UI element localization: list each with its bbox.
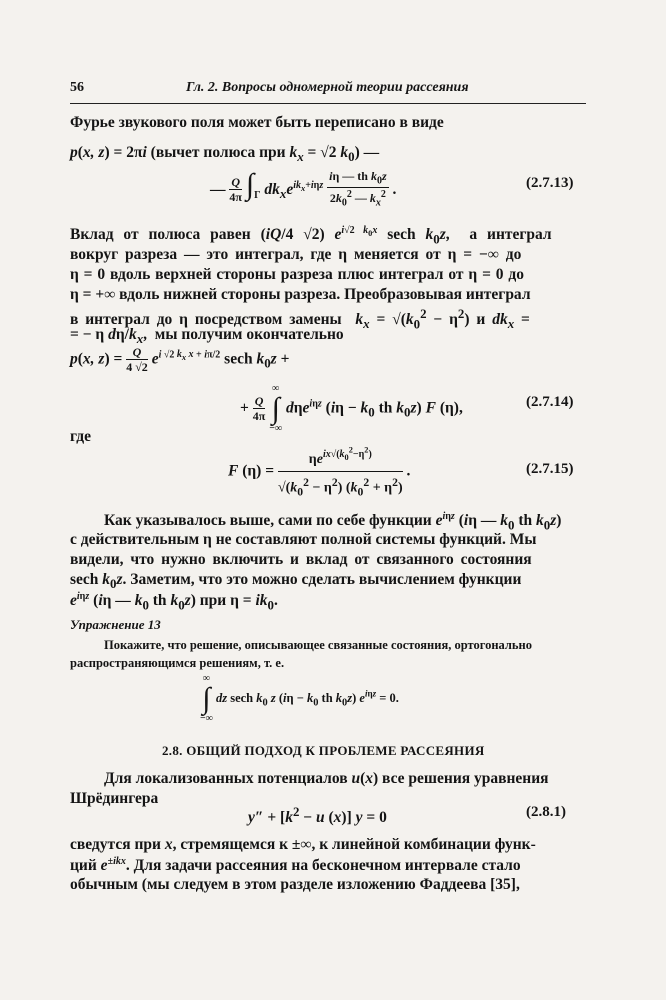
equation-line: F (η) = $\frac{\eta e^{ix√(k_0^2-\eta^2)}}{√(k_0^2 - \eta^2) (k_0^2 + \eta^2)}$ . <box>228 440 410 503</box>
equation-number: (2.8.1) <box>526 804 566 820</box>
paragraph-line: ций $e^{\pm ikx}$. Для задачи рассеяния на бесконечном интервале стало <box>70 856 521 875</box>
equation-line: — $\frac{Q}{4\pi}$ $\int_\Gamma$ $dk_xe^{ik_x+i\eta z}$ $\frac{i\eta — th k_0z}{2k_0^2 — k_x^2}$ . <box>210 168 397 209</box>
paragraph-line: $e^{i\eta z}$ (iη — $k_0$ th $k_0z$) при $\eta = ik_0$. <box>70 591 278 613</box>
paragraph-line: вокруг разреза — это интеграл, где η меняется от η = −∞ до <box>70 246 522 263</box>
where-label: где <box>70 428 91 445</box>
running-header <box>70 80 84 96</box>
paragraph-line: η = 0 вдоль верхней стороны разреза плюс интеграл от η = 0 до <box>70 266 524 283</box>
page-number: 56 <box>70 80 84 95</box>
equation-number: (2.7.14) <box>526 394 574 410</box>
paragraph-line: Шрёдингера <box>70 790 159 807</box>
equation-line: p(x, z) = $\frac{Q}{4 √2}$ $e^{i √2 k_x x + i\pi/2}$ sech $k_0z$ + <box>70 345 290 374</box>
header-rule <box>70 103 586 104</box>
equation-line: p(x, z) = 2πi (вычет полюса при $k_x = √2$ $k_0$) — <box>70 144 380 165</box>
paragraph-line: η = +∞ вдоль нижней стороны разреза. Преобразовывая интеграл <box>70 286 531 303</box>
paragraph-line: sech $k_0z$. Заметим, что это можно сделать вычислением функции <box>70 571 522 592</box>
paragraph-line: Для локализованных потенциалов u(x) все решения уравнения <box>104 770 549 787</box>
equation-number: (2.7.15) <box>526 461 574 477</box>
paragraph-line: Как указывалось выше, сами по себе функции $e^{i\eta z}$ (iη — $k_0$ th $k_0z$) <box>104 511 562 533</box>
equation-line: + $\frac{Q}{4\pi}$ ∞ ∫ −∞ dηe$^{i\eta z}$ ($i\eta - k_0$ th $k_0z$) F (η), <box>240 383 463 434</box>
paragraph-line: сведутся при x, стремящемся к ±∞, к линейной комбинации функ- <box>70 836 536 853</box>
paragraph-line: Фурье звукового поля может быть переписано в виде <box>70 114 444 131</box>
paragraph-line: видели, что нужно включить и вклад от связанного состояния <box>70 551 532 568</box>
equation-number: (2.7.13) <box>526 175 574 191</box>
paragraph-line: обычным (мы следуем в этом разделе изложению Фаддеева [35], <box>70 876 520 893</box>
exercise-equation: ∞ ∫ −∞ dz sech $k_0$ z ($i\eta - k_0$ th $k_0z$) $e^{i\eta z} = 0$. <box>200 673 399 724</box>
section-heading: 2.8. ОБЩИЙ ПОДХОД К ПРОБЛЕМЕ РАССЕЯНИЯ <box>162 743 485 758</box>
running-title: Гл. 2. Вопросы одномерной теории рассеяния <box>186 80 469 95</box>
exercise-text-line: распространяющимся решениям, т. е. <box>70 656 285 670</box>
paragraph-line: с действительным η не составляют полной системы функций. Мы <box>70 531 537 548</box>
exercise-text-line: Покажите, что решение, описывающее связанные состояния, ортогонально <box>104 638 532 652</box>
paragraph-line: в интеграл до η посредством замены $k_x = √(k_0^2 - \eta^2)$ и $dk_x$ = <box>70 306 530 332</box>
exercise-heading: Упражнение 13 <box>70 617 161 632</box>
equation-2-8-1: $y'' + [k^2 - u$ (x)] y = 0 <box>248 804 387 827</box>
paragraph-line: Вклад от полюса равен (iQ/4 √2) $e^{i√2 k_0x}$ sech $k_0z$, а интеграл <box>70 225 552 247</box>
paragraph-line: = − η $d\eta/k_x$, мы получим окончательно <box>70 326 344 347</box>
